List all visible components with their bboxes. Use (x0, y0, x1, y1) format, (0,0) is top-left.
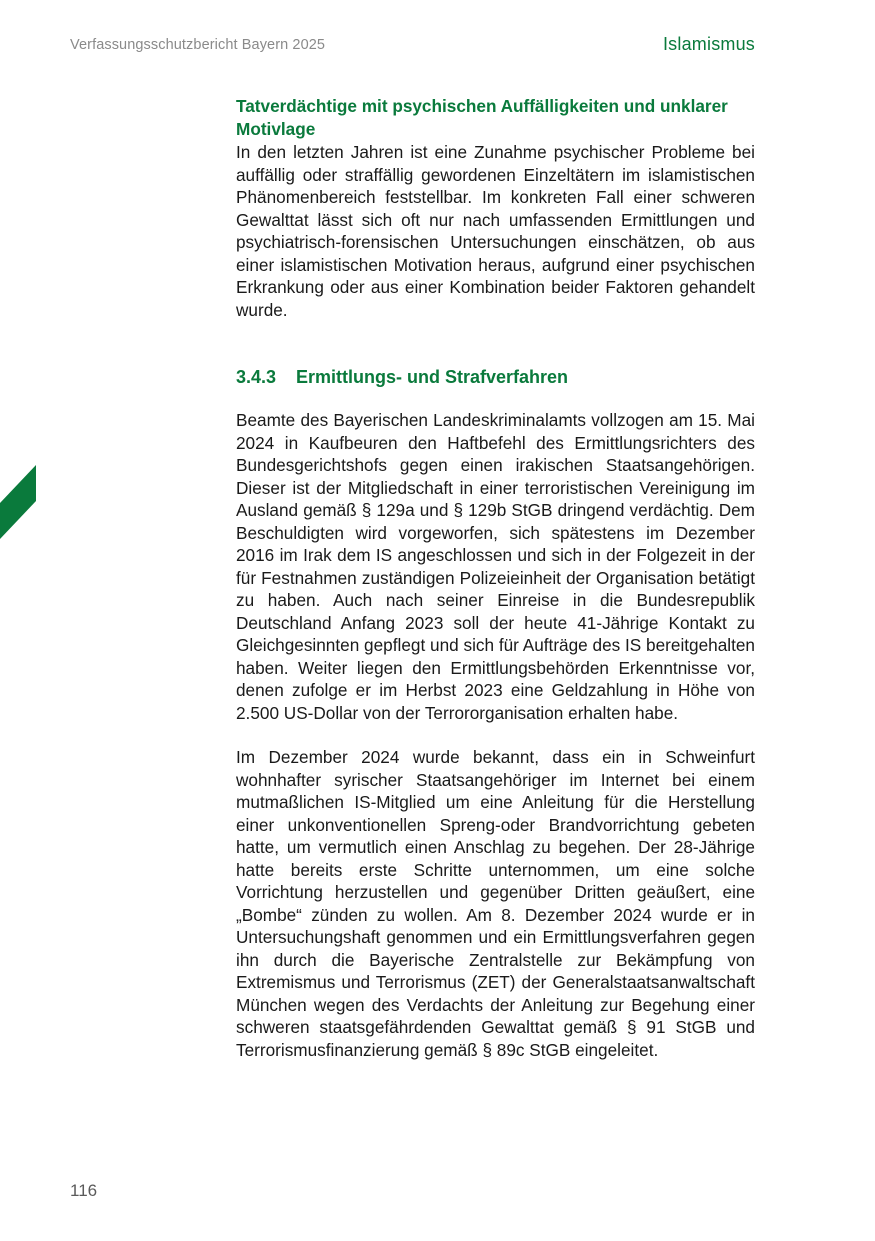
running-header-title: Verfassungsschutzbericht Bayern 2025 (70, 37, 326, 53)
paragraph-psychische-auffaelligkeiten: In den letzten Jahren ist eine Zunahme psychischer Probleme bei auffällig oder straffällig gewordenen Einzeltätern im islamistischen Phänomenbereich feststellbar. Im konkreten Fall einer schweren Gewalttat lässt sich oft nur nach umfassenden Ermittlungen und psychiatrisch-forensischen Untersuchungen einschätzen, ob aus einer islamistischen Motivation heraus, aufgrund einer psychischen Erkrankung oder aus einer Kombination beider Faktoren gehandelt wurde. (236, 142, 755, 320)
page-number: 116 (70, 1181, 98, 1200)
subsection-heading: Tatverdächtige mit psychischen Auffälligkeiten und unklarer Motivlage (236, 96, 728, 139)
main-content (236, 95, 755, 1061)
paragraph-schweinfurt-case: Im Dezember 2024 wurde bekannt, dass ein in Schweinfurt wohnhafter syrischer Staatsangehöriger im Internet bei einem mutmaßlichen IS-Mitglied um eine Anleitung für die Herstellung einer unkonventionellen Spreng-oder Brandvorrichtung gebeten hatte, um vermutlich einen Anschlag zu begehen. Der 28-Jährige hatte bereits erste Schritte unternommen, um eine solche Vorrichtung herzustellen und gegenüber Dritten geäußert, eine „Bombe“ zünden zu wollen. Am 8. Dezember 2024 wurde er in Untersuchungshaft genommen und ein Ermittlungsverfahren gegen ihn durch die Bayerische Zentralstelle zur Bekämpfung von Extremismus und Terrorismus (ZET) der Generalstaatsanwaltschaft München wegen des Verdachts der Anleitung zur Begehung einer schweren staatsgefährdenden Gewalttat gemäß § 91 StGB und Terrorismusfinanzierung gemäß § 89c StGB eingeleitet. (236, 747, 755, 1060)
section-number: 3.4.3 (236, 367, 277, 387)
paragraph-kaufbeuren-case: Beamte des Bayerischen Landeskriminalamts vollzogen am 15. Mai 2024 in Kaufbeuren den Haftbefehl des Ermittlungsrichters des Bundesgerichtshofs gegen einen irakischen Staatsangehörigen. Dieser ist der Mitgliedschaft in einer terroristischen Vereinigung im Ausland gemäß § 129a und § 129b StGB dringend verdächtig. Dem Beschuldigten wird vorgeworfen, sich spätestens im Dezember 2016 im Irak dem IS angeschlossen und sich in der Folgezeit in der für Festnahmen zuständigen Polizeieinheit der Organisation betätigt zu haben. Auch nach seiner Einreise in die Bundesrepublik Deutschland Anfang 2023 soll der heute 41-Jährige Kontakt zu Gleichgesinnten gepflegt und sich für Aufträge des IS bereitgehalten haben. Weiter liegen den Ermittlungsbehörden Erkenntnisse vor, denen zufolge er im Herbst 2023 eine Geldzahlung in Höhe von 2.500 US-Dollar von der Terrororganisation erhalten habe. (236, 410, 755, 723)
chapter-title: Islamismus (662, 34, 755, 54)
chapter-marker-tab (0, 465, 36, 539)
section-title: Ermittlungs- und Strafverfahren (296, 367, 569, 387)
section-heading (236, 365, 755, 389)
chapter-marker-shape (0, 465, 36, 539)
